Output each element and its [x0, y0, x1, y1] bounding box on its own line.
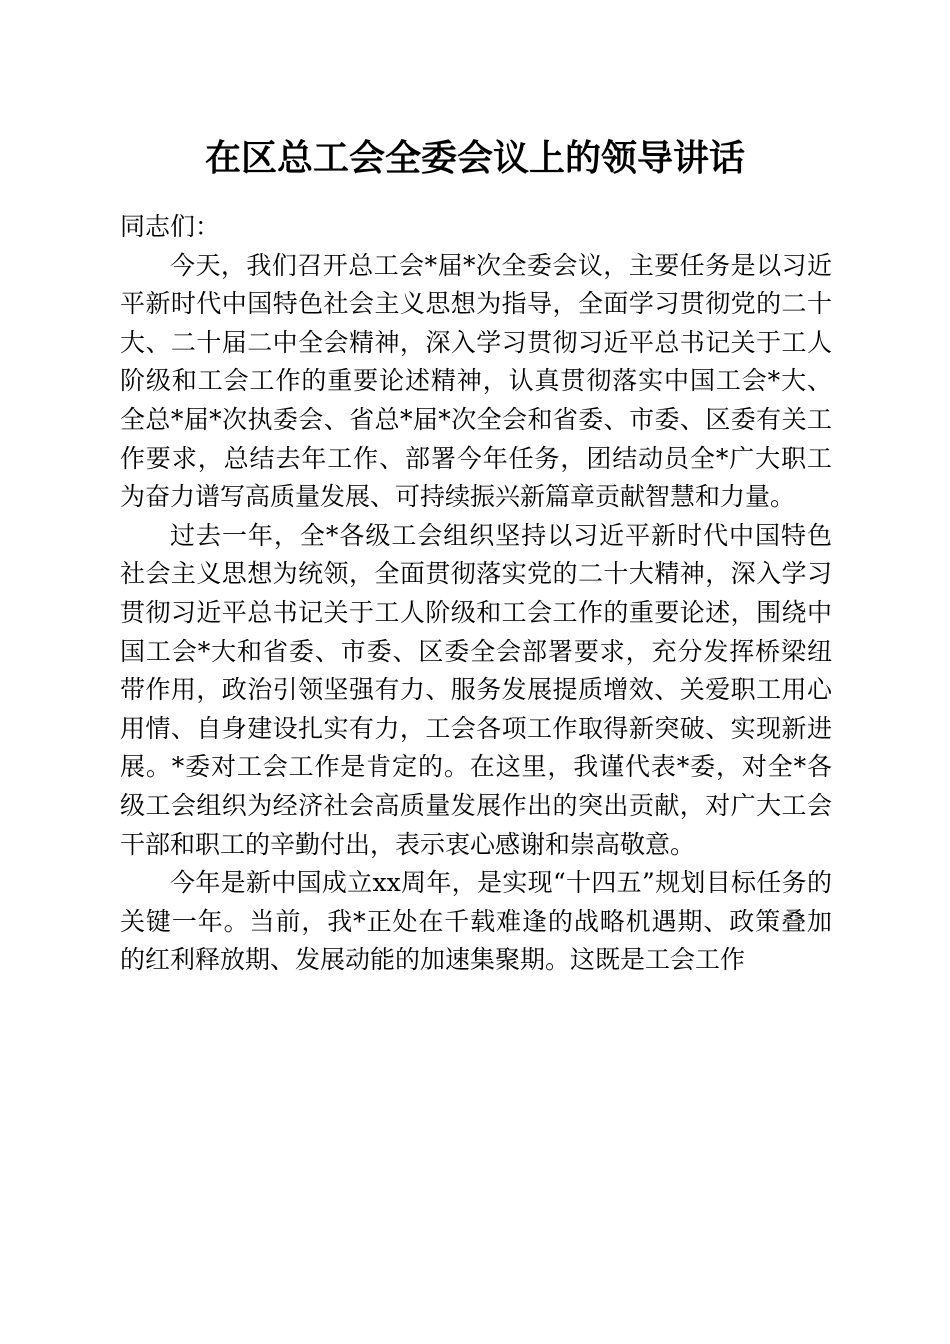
- salutation: 同志们：: [120, 212, 221, 241]
- document-title: 在区总工会全委会议上的领导讲话: [204, 137, 745, 179]
- paragraph-3: 今年是新中国成立xx周年，是实现“十四五”规划目标任务的关键一年。当前，我*正处在千载难逢的战略机遇期、政策叠加的红利释放期、发展动能的加速集聚期。这既是工会工作: [120, 868, 832, 975]
- document-body: [120, 208, 832, 980]
- paragraph-2: 过去一年，全*各级工会组织坚持以习近平新时代中国特色社会主义思想为统领，全面贯彻落实党的二十大精神，深入学习贯彻习近平总书记关于工人阶级和工会工作的重要论述，围绕中国工会*大和省委、市委、区委全会部署要求，充分发挥桥梁纽带作用，政治引领坚强有力、服务发展提质增效、关爱职工用心用情、自身建设扎实有力，工会各项工作取得新突破、实现新进展。*委对工会工作是肯定的。在这里，我谨代表*委，对全*各级工会组织为经济社会高质量发展作出的突出贡献，对广大工会干部和职工的辛勤付出，表示衷心感谢和崇高敬意。: [120, 520, 832, 859]
- paragraph-1: 今天，我们召开总工会*届*次全委会议，主要任务是以习近平新时代中国特色社会主义思想为指导，全面学习贯彻党的二十大、二十届二中全会精神，深入学习贯彻习近平总书记关于工人阶级和工会工作的重要论述精神，认真贯彻落实中国工会*大、全总*届*次执委会、省总*届*次全会和省委、市委、区委有关工作要求，总结去年工作、部署今年任务，团结动员全*广大职工为奋力谱写高质量发展、可持续振兴新篇章贡献智慧和力量。: [120, 250, 832, 512]
